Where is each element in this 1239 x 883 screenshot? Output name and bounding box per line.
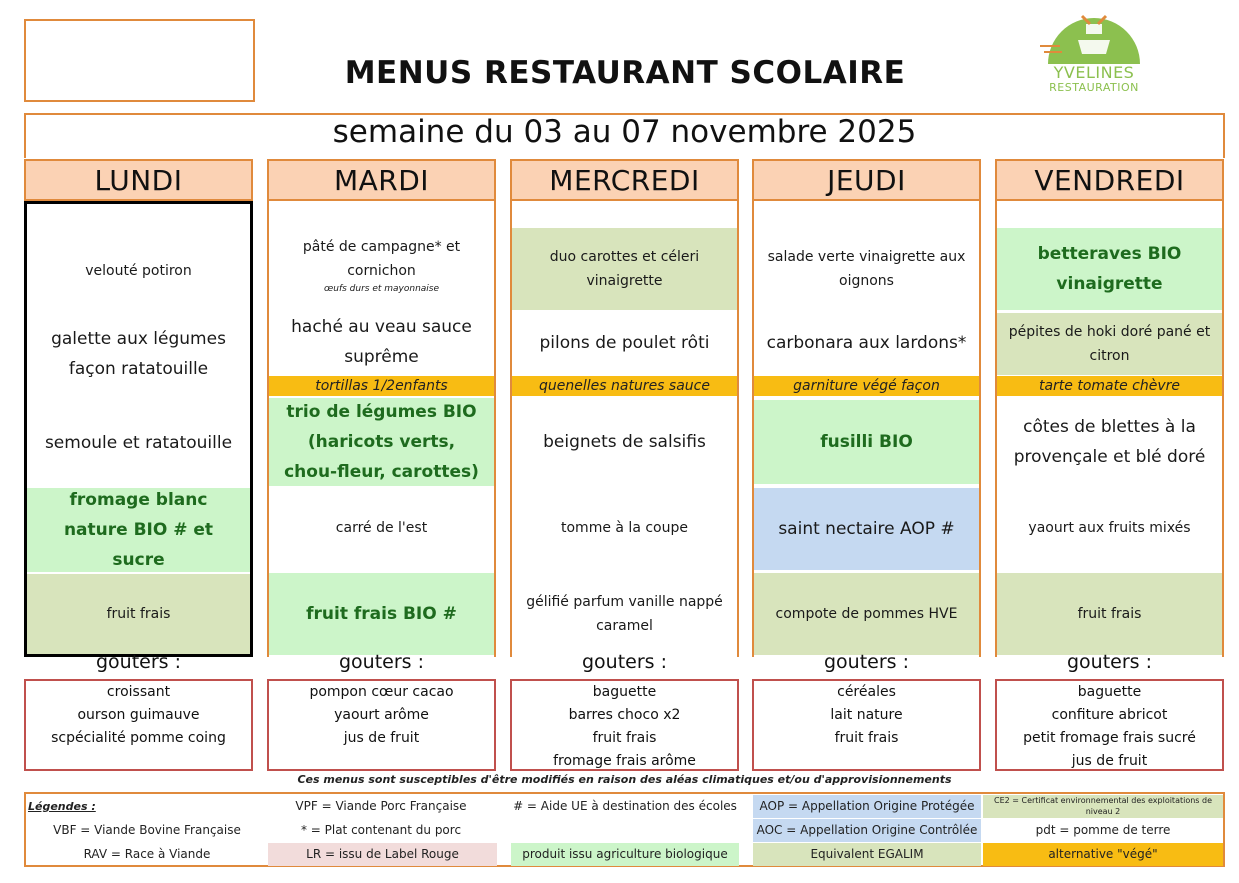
menu-vege: tortillas 1/2enfants xyxy=(269,376,494,396)
gouter-item: fruit frais xyxy=(834,730,899,746)
menu-laitage: carré de l'est xyxy=(335,520,428,536)
day-header-jeudi: JEUDI xyxy=(752,159,981,201)
day-header-mardi: MARDI xyxy=(267,159,496,201)
menu-entree-alt: œufs durs et mayonnaise xyxy=(323,284,440,294)
gouter-item: jus de fruit xyxy=(343,730,420,746)
legend-egalim: Equivalent EGALIM xyxy=(753,843,981,866)
gouter-list-mercredi xyxy=(510,679,739,771)
legend-vbf: VBF = Viande Bovine Française xyxy=(53,823,241,837)
day-column-mercredi xyxy=(510,159,739,657)
menu-plat: pilons de poulet rôti xyxy=(539,333,710,353)
menu-plat: carbonara aux lardons* xyxy=(766,333,967,353)
legend-rav: RAV = Race à Viande xyxy=(83,847,211,861)
day-header-mercredi: MERCREDI xyxy=(510,159,739,201)
gouter-item: jus de fruit xyxy=(1071,753,1148,769)
gouter-label: gouters : xyxy=(338,651,425,673)
gouter-item: barres choco x2 xyxy=(568,707,681,723)
legend-vpf: VPF = Viande Porc Française xyxy=(295,799,467,813)
menu-entree: duo carottes et céleri vinaigrette xyxy=(512,228,737,310)
menu-accompagnement: fusilli BIO xyxy=(754,400,979,484)
gouter-item: ourson guimauve xyxy=(77,707,200,723)
menu-plat: pépites de hoki doré pané et citron xyxy=(997,313,1222,375)
brand-name: YVELINES xyxy=(1053,63,1135,82)
gouter-item: croissant xyxy=(106,684,171,700)
menu-dessert: gélifié parfum vanille nappé caramel xyxy=(526,594,723,634)
gouter-label: gouters : xyxy=(581,651,668,673)
menu-entree: salade verte vinaigrette aux oignons xyxy=(767,249,966,289)
menu-accompagnement: côtes de blettes à la provençale et blé doré xyxy=(1013,417,1206,467)
menu-laitage: tomme à la coupe xyxy=(561,520,688,536)
day-body-jeudi xyxy=(752,201,981,657)
day-header-vendredi: VENDREDI xyxy=(995,159,1224,201)
day-column-jeudi xyxy=(752,159,981,657)
gouter-label: gouters : xyxy=(95,651,182,673)
gouter-item: fruit frais xyxy=(592,730,657,746)
gouter-item: confiture abricot xyxy=(1051,707,1168,723)
legend-aop: AOP = Appellation Origine Protégée xyxy=(753,795,981,818)
legend-pdt: pdt = pomme de terre xyxy=(1035,823,1171,837)
legend-ce2: CE2 = Certificat environnemental des exploitations de niveau 2 xyxy=(983,795,1223,818)
school-logo-placeholder xyxy=(24,19,255,102)
menu-dessert: compote de pommes HVE xyxy=(754,573,979,655)
menu-entree: betteraves BIO vinaigrette xyxy=(997,228,1222,310)
menu-dessert: fruit frais xyxy=(997,573,1222,655)
legend-porc: * = Plat contenant du porc xyxy=(300,823,462,837)
disclaimer-note: Ces menus sont susceptibles d'être modifiés en raison des aléas climatiques et/ou d'approvisionnements xyxy=(297,773,952,786)
legend-label-rouge: LR = issu de Label Rouge xyxy=(268,843,497,866)
menu-entree: pâté de campagne* et cornichon xyxy=(302,239,461,279)
gouter-list-jeudi xyxy=(752,679,981,771)
menu-laitage: yaourt aux fruits mixés xyxy=(1028,520,1191,536)
brand-dome-icon xyxy=(1038,10,1150,68)
menu-vege: garniture végé façon xyxy=(754,376,979,396)
gouter-item: scpécialité pomme coing xyxy=(51,730,226,746)
gouter-list-mardi xyxy=(267,679,496,771)
menu-accompagnement: beignets de salsifis xyxy=(543,432,706,452)
gouter-list-lundi xyxy=(24,679,253,771)
gouter-item: baguette xyxy=(592,684,657,700)
day-body-mardi xyxy=(267,201,496,657)
gouter-item: petit fromage frais sucré xyxy=(1023,730,1196,746)
menu-dessert: fruit frais BIO # xyxy=(269,573,494,655)
menu-vege: tarte tomate chèvre xyxy=(997,376,1222,396)
week-title: semaine du 03 au 07 novembre 2025 xyxy=(332,114,917,150)
gouter-item: lait nature xyxy=(830,707,903,723)
menu-laitage: saint nectaire AOP # xyxy=(754,488,979,570)
day-body-vendredi xyxy=(995,201,1224,657)
menu-plat: galette aux légumes façon ratatouille xyxy=(51,329,226,379)
legend-box xyxy=(24,792,1225,867)
page-title: MENUS RESTAURANT SCOLAIRE xyxy=(344,55,906,91)
day-body-lundi xyxy=(24,201,253,657)
gouter-item: baguette xyxy=(1077,684,1142,700)
brand-logo xyxy=(1034,8,1154,98)
day-column-lundi xyxy=(24,159,253,657)
day-column-vendredi xyxy=(995,159,1224,657)
day-column-mardi xyxy=(267,159,496,657)
gouter-item: fromage frais arôme xyxy=(553,753,696,769)
legend-title: Légendes : xyxy=(28,800,96,813)
menu-vege: quenelles natures sauce xyxy=(512,376,737,396)
brand-subtitle: RESTAURATION xyxy=(1049,81,1139,94)
gouter-list-vendredi xyxy=(995,679,1224,771)
menu-plat: haché au veau sauce suprême xyxy=(291,317,472,367)
menu-entree-block xyxy=(269,223,494,307)
legend-vege: alternative "végé" xyxy=(983,843,1223,866)
legend-aide-ue: # = Aide UE à destination des écoles xyxy=(513,799,737,813)
menu-entree: velouté potiron xyxy=(85,263,192,279)
gouter-item: céréales xyxy=(837,684,896,700)
day-body-mercredi xyxy=(510,201,739,657)
menu-laitage: fromage blanc nature BIO # et sucre xyxy=(27,488,250,572)
menu-dessert: fruit frais xyxy=(27,574,250,654)
menu-accompagnement: trio de légumes BIO (haricots verts, chou-fleur, carottes) xyxy=(269,398,494,486)
legend-aoc: AOC = Appellation Origine Contrôlée xyxy=(753,819,981,842)
day-header-lundi: LUNDI xyxy=(24,159,253,201)
legend-bio: produit issu agriculture biologique xyxy=(511,843,739,866)
gouter-item: yaourt arôme xyxy=(334,707,429,723)
gouter-label: gouters : xyxy=(1066,651,1153,673)
gouter-label: gouters : xyxy=(823,651,910,673)
gouter-item: pompon cœur cacao xyxy=(309,684,454,700)
menu-accompagnement: semoule et ratatouille xyxy=(44,433,233,453)
